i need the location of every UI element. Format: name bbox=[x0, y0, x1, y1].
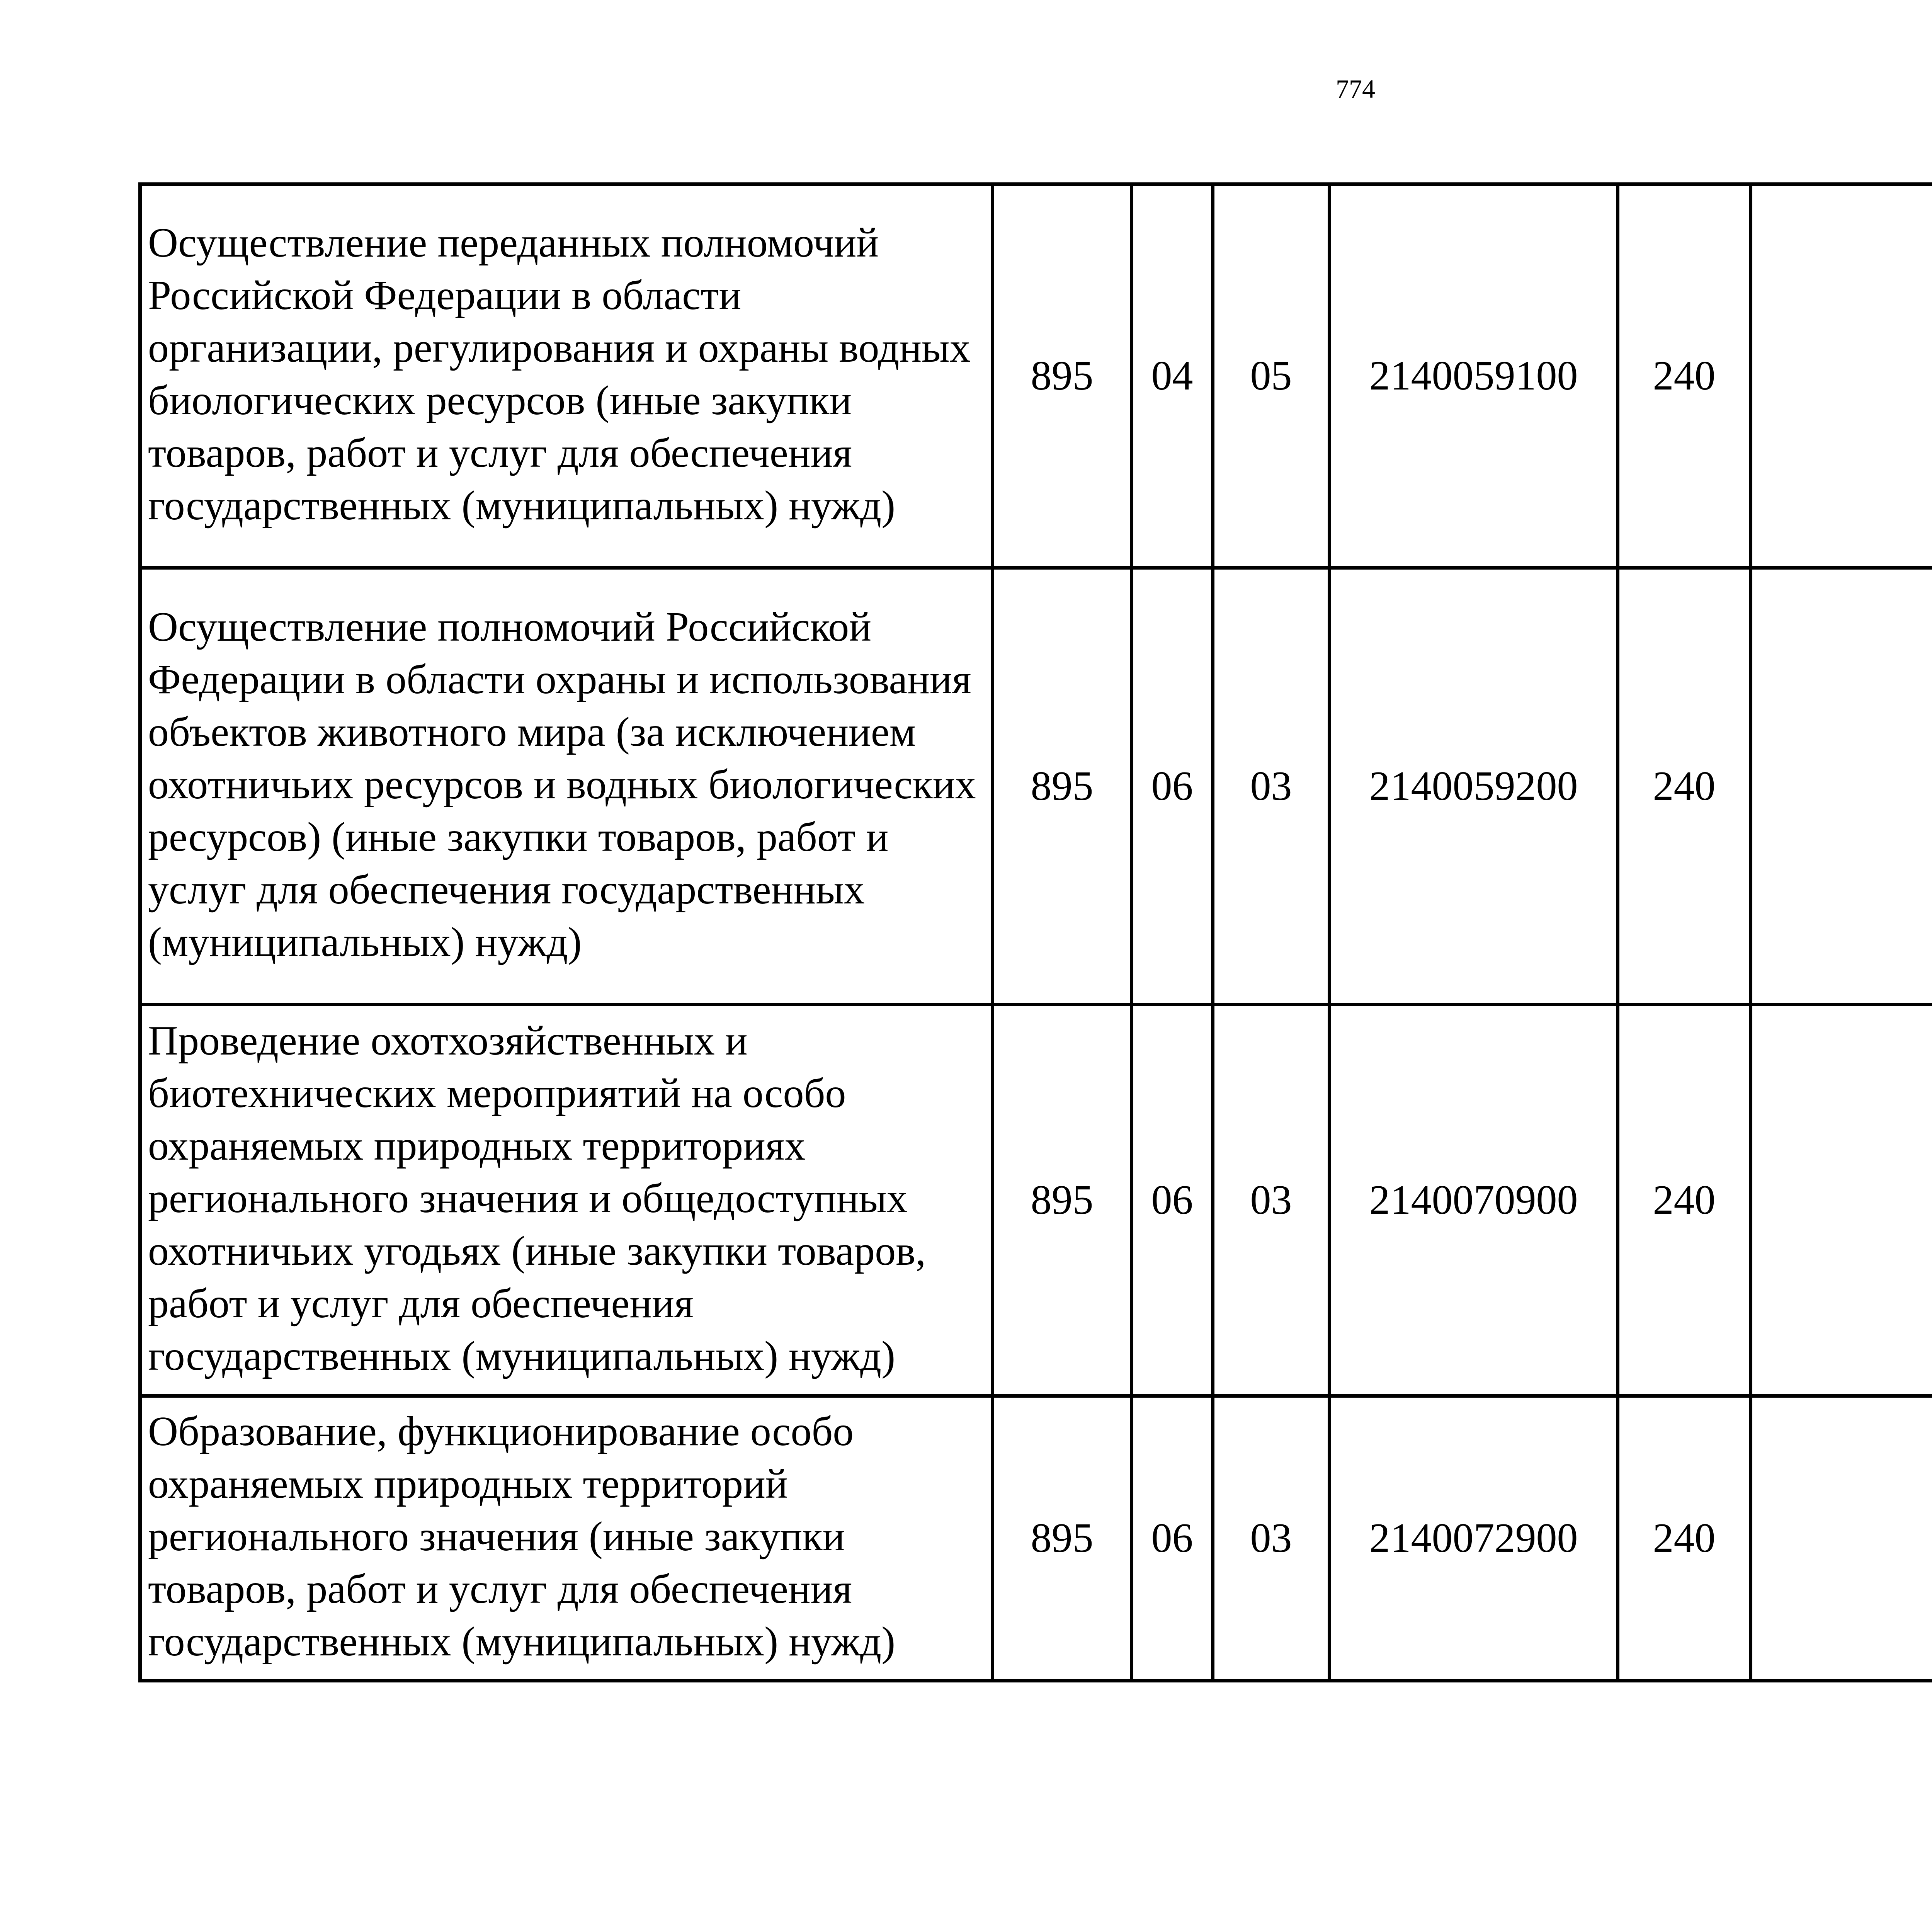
row-description: Осуществление переданных полномочий Российской Федерации в области организации, регулирования и охраны водных биологических ресурсов (иные закупки товаров, работ и услуг для обеспечения государственных (муниципальных) нужд) bbox=[140, 184, 993, 568]
amount-cell bbox=[1751, 568, 1932, 1005]
amount-cell bbox=[1751, 1005, 1932, 1396]
expense-type-code: 240 bbox=[1618, 184, 1751, 568]
expense-type-code: 240 bbox=[1618, 1396, 1751, 1681]
section-code: 06 bbox=[1132, 568, 1213, 1005]
subsection-code: 05 bbox=[1213, 184, 1330, 568]
subsection-code: 03 bbox=[1213, 1396, 1330, 1681]
amount-cell bbox=[1751, 1396, 1932, 1681]
section-code: 06 bbox=[1132, 1005, 1213, 1396]
subsection-code: 03 bbox=[1213, 1005, 1330, 1396]
ministry-code: 895 bbox=[993, 1396, 1132, 1681]
budget-table bbox=[138, 182, 1932, 1682]
target-article-code: 2140072900 bbox=[1330, 1396, 1618, 1681]
ministry-code: 895 bbox=[993, 568, 1132, 1005]
target-article-code: 2140070900 bbox=[1330, 1005, 1618, 1396]
ministry-code: 895 bbox=[993, 184, 1132, 568]
table-row bbox=[140, 1396, 1932, 1681]
row-description: Образование, функционирование особо охраняемых природных территорий регионального значения (иные закупки товаров, работ и услуг для обеспечения государственных (муниципальных) нужд) bbox=[140, 1396, 993, 1681]
subsection-code: 03 bbox=[1213, 568, 1330, 1005]
table-row bbox=[140, 184, 1932, 568]
target-article-code: 2140059100 bbox=[1330, 184, 1618, 568]
table-row bbox=[140, 1005, 1932, 1396]
expense-type-code: 240 bbox=[1618, 568, 1751, 1005]
page-number: 774 bbox=[1336, 74, 1375, 104]
section-code: 06 bbox=[1132, 1396, 1213, 1681]
target-article-code: 2140059200 bbox=[1330, 568, 1618, 1005]
row-description: Осуществление полномочий Российской Федерации в области охраны и использования объектов животного мира (за исключением охотничьих ресурсов и водных биологических ресурсов) (иные закупки товаров, работ и услуг для обеспечения государственных (муниципальных) нужд) bbox=[140, 568, 993, 1005]
expense-type-code: 240 bbox=[1618, 1005, 1751, 1396]
row-description: Проведение охотхозяйственных и биотехнических мероприятий на особо охраняемых природных территориях регионального значения и общедоступных охотничьих угодьях (иные закупки товаров, работ и услуг для обеспечения государственных (муниципальных) нужд) bbox=[140, 1005, 993, 1396]
ministry-code: 895 bbox=[993, 1005, 1132, 1396]
table-row bbox=[140, 568, 1932, 1005]
section-code: 04 bbox=[1132, 184, 1213, 568]
amount-cell bbox=[1751, 184, 1932, 568]
